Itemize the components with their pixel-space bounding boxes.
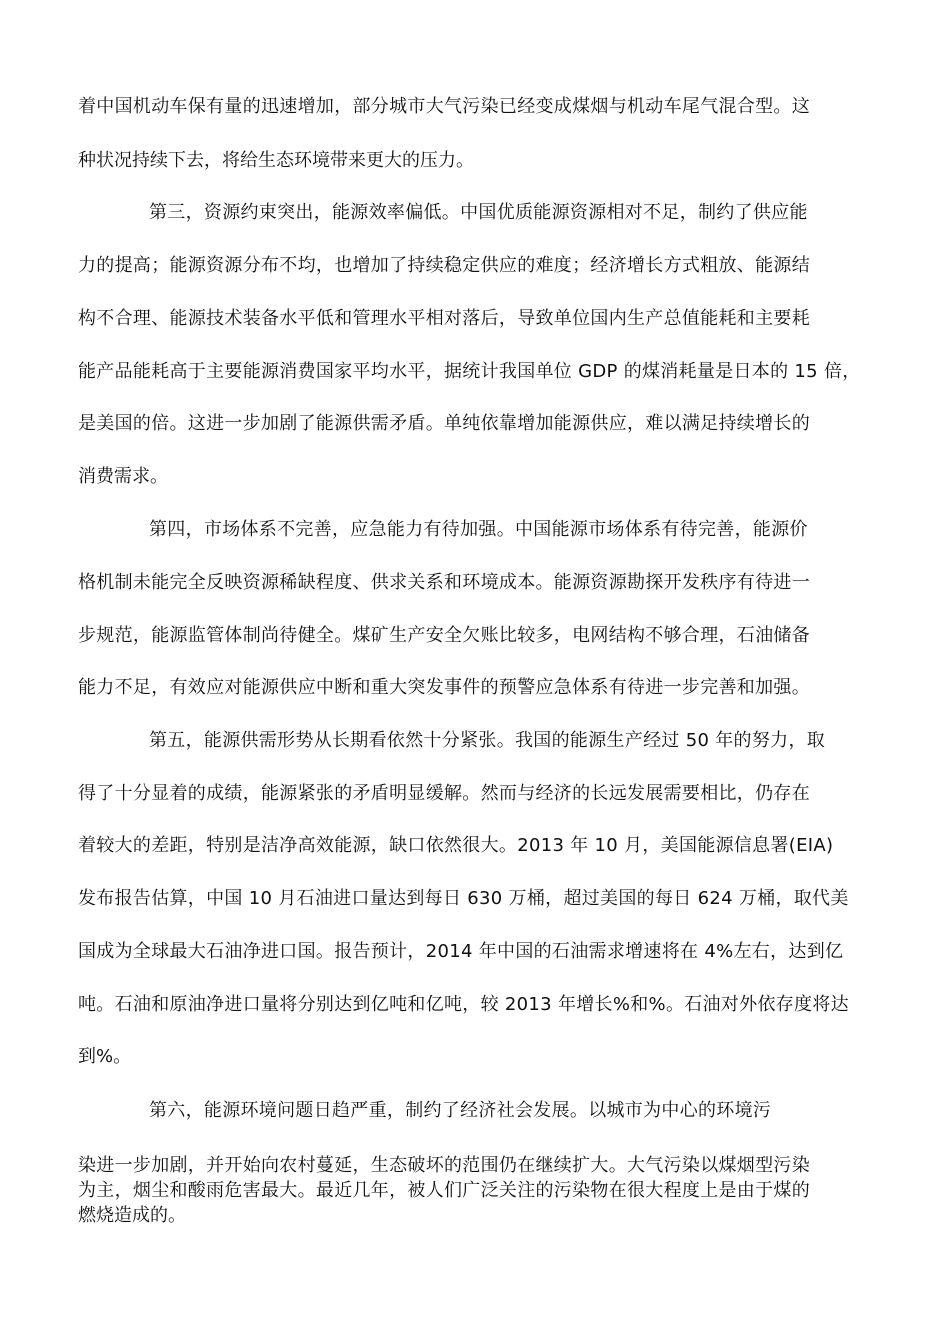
paragraph-line: 第三，资源约束突出，能源效率偏低。中国优质能源资源相对不足，制约了供应能 [149, 202, 808, 223]
paragraph-line: 国成为全球最大石油净进口国。报告预计，2014 年中国的石油需求增速将在 4%左右，达到亿 [78, 941, 844, 962]
paragraph-line: 步规范，能源监管体制尚待健全。煤矿生产安全欠账比较多，电网结构不够合理，石油储备 [78, 625, 810, 646]
paragraph-line: 第五，能源供需形势从长期看依然十分紧张。我国的能源生产经过 50 年的努力，取 [149, 730, 826, 751]
paragraph-line: 吨。石油和原油净进口量将分别达到亿吨和亿吨，较 2013 年增长%和%。石油对外依存度将达 [78, 994, 849, 1015]
paragraph-line: 得了十分显着的成绩，能源紧张的矛盾明显缓解。然而与经济的长远发展需要相比，仍存在 [78, 783, 810, 804]
paragraph-line: 发布报告估算，中国 10 月石油进口量达到每日 630 万桶，超过美国的每日 624 万桶，取代美 [78, 888, 849, 909]
paragraph-line: 能力不足，有效应对能源供应中断和重大突发事件的预警应急体系有待进一步完善和加强。 [78, 677, 810, 698]
paragraph-line: 格机制未能完全反映资源稀缺程度、供求关系和环境成本。能源资源勘探开发秩序有待进一 [78, 572, 810, 593]
paragraph-line: 种状况持续下去，将给生态环境带来更大的压力。 [78, 150, 474, 171]
paragraph-line: 第四，市场体系不完善，应急能力有待加强。中国能源市场体系有待完善，能源价 [149, 519, 808, 540]
paragraph-line: 力的提高；能源资源分布不均，也增加了持续稳定供应的难度；经济增长方式粗放、能源结 [78, 255, 810, 276]
paragraph-line: 为主，烟尘和酸雨危害最大。最近几年，被人们广泛关注的污染物在很大程度上是由于煤的 [78, 1180, 810, 1201]
paragraph-line: 着较大的差距，特别是洁净高效能源，缺口依然很大。2013 年 10 月，美国能源信息署(EIA) [78, 835, 834, 856]
paragraph-line: 第六，能源环境问题日趋严重，制约了经济社会发展。以城市为中心的环境污 [149, 1100, 772, 1121]
paragraph-line: 能产品能耗高于主要能源消费国家平均水平，据统计我国单位 GDP 的煤消耗量是日本的 15 倍， [78, 361, 861, 382]
paragraph-line: 构不合理、能源技术装备水平低和管理水平相对落后，导致单位国内生产总值能耗和主要耗 [78, 308, 810, 329]
paragraph-line: 染进一步加剧，并开始向农村蔓延，生态破坏的范围仍在继续扩大。大气污染以煤烟型污染 [78, 1155, 810, 1176]
paragraph-line: 是美国的倍。这进一步加剧了能源供需矛盾。单纯依靠增加能源供应，难以满足持续增长的 [78, 413, 810, 434]
paragraph-line: 消费需求。 [78, 466, 168, 487]
paragraph-line: 燃烧造成的。 [78, 1205, 186, 1226]
paragraph-line: 着中国机动车保有量的迅速增加，部分城市大气污染已经变成煤烟与机动车尾气混合型。这 [78, 96, 810, 117]
paragraph-line: 到%。 [78, 1046, 132, 1067]
